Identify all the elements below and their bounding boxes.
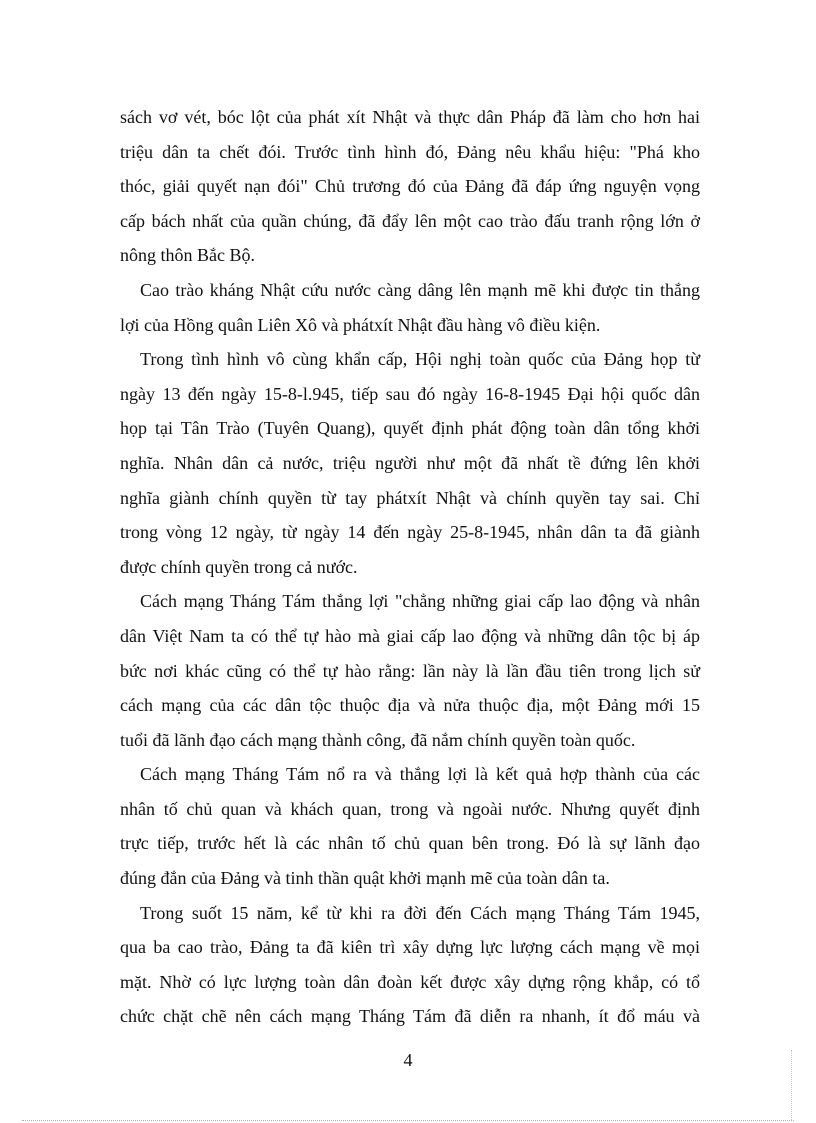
text-line: nghĩa giành chính quyền từ tay phátxít Nhật và chính quyền tay sai. Chỉ — [120, 487, 700, 508]
text-line: trực tiếp, trước hết là các nhân tố chủ quan bên trong. Đó là sự lãnh đạo — [120, 833, 700, 854]
text-line: nhân tố chủ quan và khách quan, trong và ngoài nước. Nhưng quyết định — [120, 798, 700, 819]
text-line: nông thôn Bắc Bộ. — [120, 245, 255, 266]
text-line: chức chặt chẽ nên cách mạng Tháng Tám đã diễn ra nhanh, ít đổ máu và — [120, 1006, 700, 1027]
paragraph-fifteen-years — [120, 896, 700, 1034]
paragraph-famine — [120, 100, 700, 273]
text-line: trong vòng 12 ngày, từ ngày 14 đến ngày 25-8-1945, nhân dân ta đã giành — [120, 522, 700, 543]
paragraph-general-uprising — [120, 342, 700, 584]
page-bottom-divider — [22, 1120, 794, 1121]
text-line: lợi của Hồng quân Liên Xô và phátxít Nhật đầu hàng vô điều kiện. — [120, 314, 601, 335]
text-line: Trong suốt 15 năm, kể từ khi ra đời đến Cách mạng Tháng Tám 1945, — [140, 902, 700, 923]
paragraph-factors — [120, 757, 700, 895]
text-line: cấp bách nhất của quần chúng, đã đẩy lên một cao trào đấu tranh rộng lớn ở — [120, 210, 700, 231]
text-line: thóc, giải quyết nạn đói" Chủ trương đó của Đảng đã đáp ứng nguyện vọng — [120, 176, 700, 197]
text-line: Cách mạng Tháng Tám thắng lợi "chẳng những giai cấp lao động và nhân — [140, 591, 700, 612]
paragraph-victory-quote — [120, 584, 700, 757]
page-edge-divider — [791, 1050, 792, 1120]
text-line: Cao trào kháng Nhật cứu nước càng dâng lên mạnh mẽ khi được tin thắng — [140, 279, 700, 300]
text-line: đúng đắn của Đảng và tinh thần quật khởi mạnh mẽ của toàn dân ta. — [120, 868, 610, 889]
text-line: nghĩa. Nhân dân cả nước, triệu người như một đã nhất tề đứng lên khởi — [120, 452, 700, 473]
body-text — [120, 100, 700, 1034]
text-line: họp tại Tân Trào (Tuyên Quang), quyết định phát động toàn dân tổng khởi — [120, 418, 700, 439]
text-line: tuổi đã lãnh đạo cách mạng thành công, đã nắm chính quyền toàn quốc. — [120, 729, 636, 750]
text-line: Trong tình hình vô cùng khẩn cấp, Hội nghị toàn quốc của Đảng họp từ — [140, 349, 700, 370]
text-line: mặt. Nhờ có lực lượng toàn dân đoàn kết được xây dựng rộng khắp, có tổ — [120, 971, 700, 992]
text-line: sách vơ vét, bóc lột của phát xít Nhật và thực dân Pháp đã làm cho hơn hai — [120, 107, 700, 127]
page-number: 4 — [403, 1050, 413, 1070]
text-line: Cách mạng Tháng Tám nổ ra và thắng lợi là kết quả hợp thành của các — [140, 764, 700, 785]
text-line: bức nơi khác cũng có thể tự hào rằng: lần này là lần đầu tiên trong lịch sử — [120, 660, 700, 681]
text-line: triệu dân ta chết đói. Trước tình hình đó, Đảng nêu khẩu hiệu: "Phá kho — [120, 141, 700, 162]
text-line: qua ba cao trào, Đảng ta đã kiên trì xây dựng lực lượng cách mạng về mọi — [120, 937, 700, 958]
paragraph-anti-japanese-upsurge — [120, 273, 700, 342]
text-line: được chính quyền trong cả nước. — [120, 556, 358, 577]
text-line: ngày 13 đến ngày 15-8-l.945, tiếp sau đó ngày 16-8-1945 Đại hội quốc dân — [120, 383, 700, 404]
text-line: dân Việt Nam ta có thể tự hào mà giai cấp lao động và những dân tộc bị áp — [120, 625, 700, 646]
text-line: cách mạng của các dân tộc thuộc địa và nửa thuộc địa, một Đảng mới 15 — [120, 695, 700, 716]
